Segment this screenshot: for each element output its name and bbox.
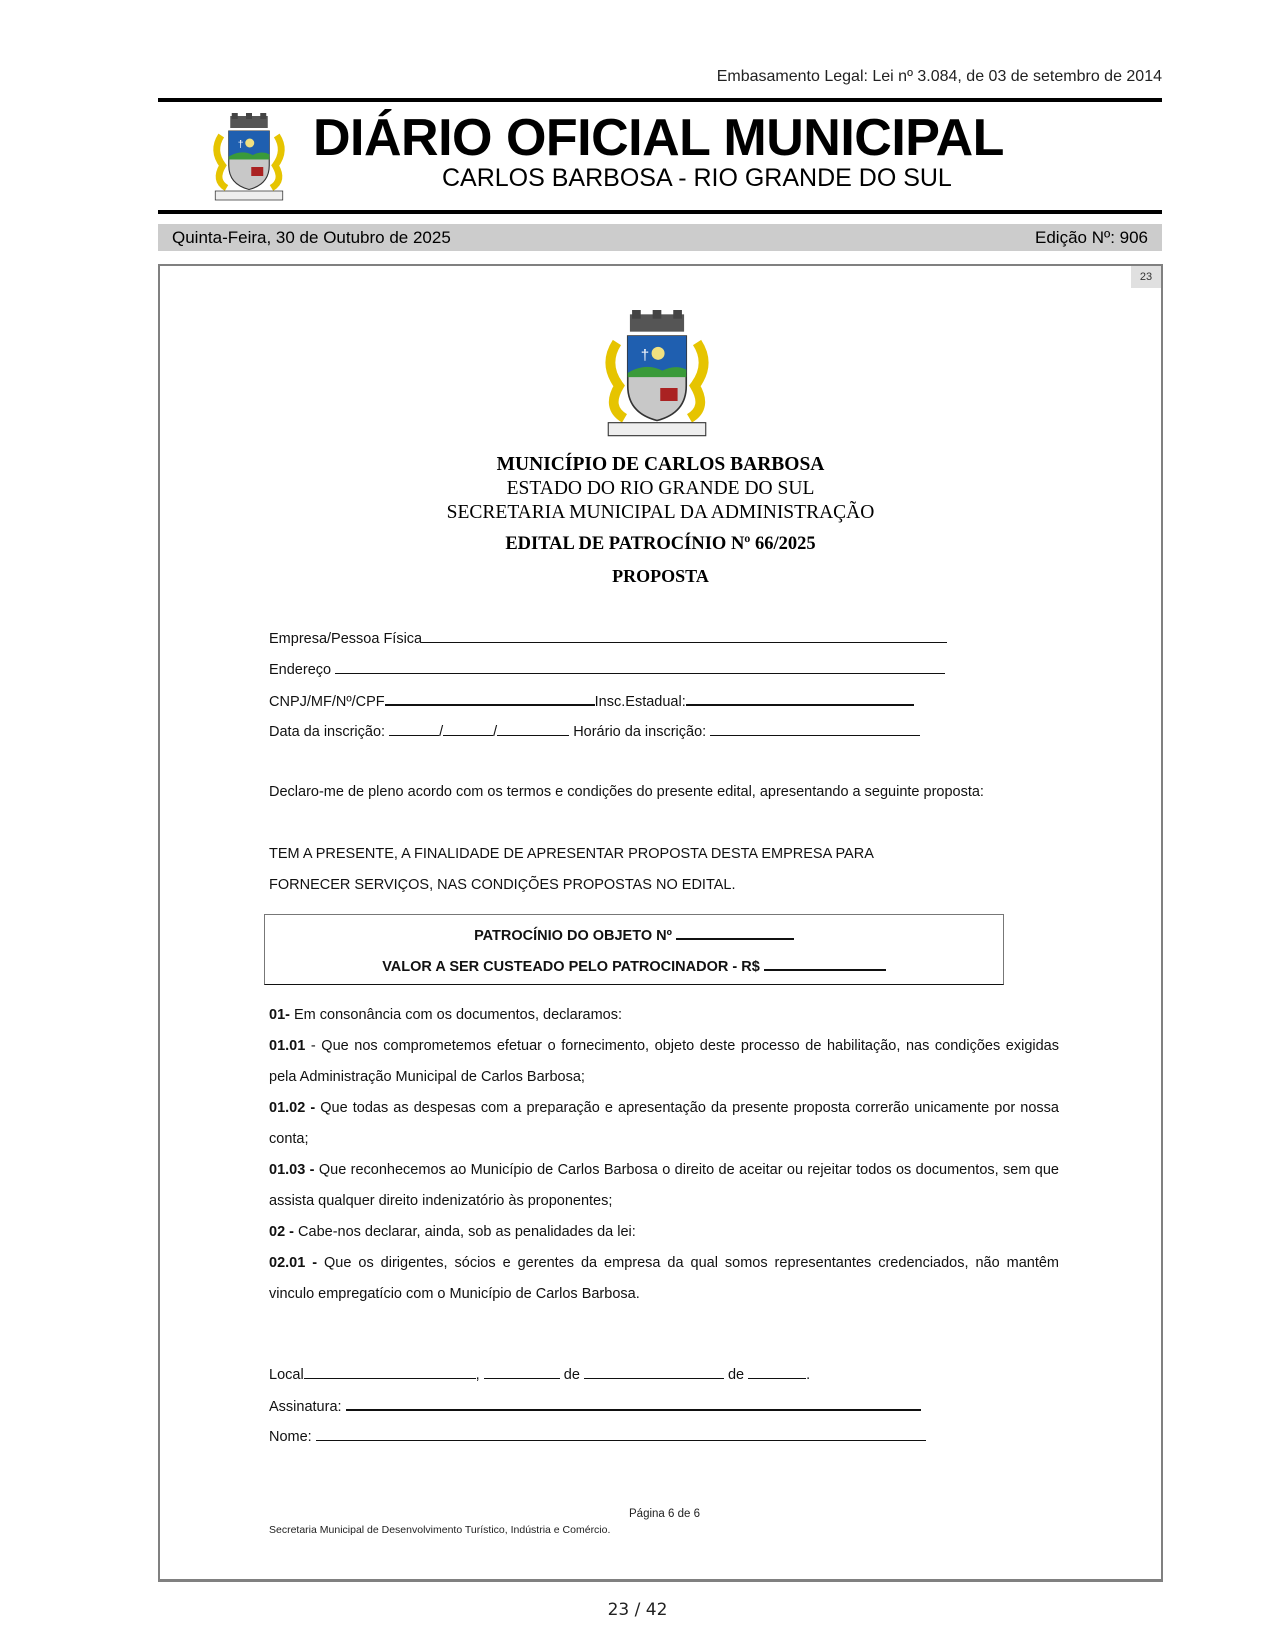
- objeto-line: PATROCÍNIO DO OBJETO Nº: [265, 924, 1003, 944]
- field-endereco: Endereço: [269, 659, 945, 678]
- item-01: 01- Em consonância com os documentos, declaramos:: [269, 1007, 623, 1023]
- edition-number: Edição Nº: 906: [1035, 228, 1148, 247]
- dia-assinatura-blank[interactable]: [484, 1364, 560, 1379]
- field-data-horario: Data da inscrição: / / Horário da inscrição:: [269, 721, 920, 740]
- item-01-03: 01.03 - Que reconhecemos ao Município de Carlos Barbosa o direito de aceitar ou rejeitar todos os documentos, sem que assista qualquer direito indenizatório às proponentes;: [269, 1162, 1059, 1209]
- heading-municipio: MUNICÍPIO DE CARLOS BARBOSA: [496, 454, 825, 475]
- dia-blank[interactable]: [389, 721, 439, 736]
- declaro-text: Declaro-me de pleno acordo com os termos e condições do presente edital, apresentando a seguinte proposta:: [269, 784, 984, 800]
- svg-text:†: †: [237, 138, 244, 151]
- item-02-01: 02.01 - Que os dirigentes, sócios e gerentes da empresa da qual somos representantes credenciados, não mantêm vinculo empregatício com o Município de Carlos Barbosa.: [269, 1255, 1059, 1302]
- page-subtitle: CARLOS BARBOSA - RIO GRANDE DO SUL: [442, 164, 952, 192]
- item-01-02: 01.02 - Que todas as despesas com a preparação e apresentação da presente proposta correrão unicamente por nossa conta;: [269, 1100, 1059, 1147]
- document-page: [158, 264, 1163, 1582]
- endereco-blank[interactable]: [335, 659, 945, 674]
- inner-page-footer: Página 6 de 6: [629, 1508, 700, 1520]
- nome-blank[interactable]: [316, 1426, 926, 1441]
- cnpj-blank[interactable]: [385, 690, 595, 706]
- item-01-01: 01.01 - Que nos comprometemos efetuar o fornecimento, objeto deste processo de habilitação, nas condições exigidas pela Administração Municipal de Carlos Barbosa;: [269, 1038, 1059, 1085]
- field-local-data: Local , de de .: [269, 1364, 810, 1383]
- insc-estadual-blank[interactable]: [686, 690, 914, 706]
- patrocinio-box: [264, 914, 1004, 985]
- field-nome: Nome:: [269, 1426, 926, 1445]
- horario-blank[interactable]: [710, 721, 920, 736]
- field-empresa: Empresa/Pessoa Física: [269, 628, 947, 647]
- heading-estado: ESTADO DO RIO GRANDE DO SUL: [506, 478, 815, 499]
- date-bar: [158, 224, 1162, 251]
- heading-secretaria: SECRETARIA MUNICIPAL DA ADMINISTRAÇÃO: [446, 502, 875, 523]
- header-rule-bottom: [158, 210, 1162, 214]
- field-cnpj: CNPJ/MF/Nº/CPF Insc.Estadual:: [269, 690, 914, 710]
- item-02: 02 - Cabe-nos declarar, ainda, sob as penalidades da lei:: [269, 1224, 636, 1240]
- inner-secretaria-footer: Secretaria Municipal de Desenvolvimento Turístico, Indústria e Comércio.: [269, 1524, 611, 1536]
- coat-of-arms-icon: [597, 310, 717, 440]
- ano-assinatura-blank[interactable]: [748, 1364, 806, 1379]
- ano-blank[interactable]: [497, 721, 569, 736]
- valor-line: VALOR A SER CUSTEADO PELO PATROCINADOR - R$: [265, 955, 1003, 975]
- objeto-blank[interactable]: [676, 924, 794, 940]
- heading-edital: EDITAL DE PATROCÍNIO Nº 66/2025: [505, 534, 816, 554]
- page-number-badge: 23: [1131, 266, 1161, 288]
- finalidade-line-1: TEM A PRESENTE, A FINALIDADE DE APRESENTAR PROPOSTA DESTA EMPRESA PARA: [269, 846, 874, 862]
- legal-basis: Embasamento Legal: Lei nº 3.084, de 03 de setembro de 2014: [716, 68, 1162, 85]
- svg-text:†: †: [640, 346, 650, 364]
- local-blank[interactable]: [304, 1364, 476, 1379]
- assinatura-blank[interactable]: [346, 1395, 921, 1411]
- heading-proposta: PROPOSTA: [612, 566, 709, 586]
- field-assinatura: Assinatura:: [269, 1395, 921, 1415]
- publication-date: Quinta-Feira, 30 de Outubro de 2025: [172, 228, 451, 247]
- page-title: DIÁRIO OFICIAL MUNICIPAL: [313, 109, 1004, 167]
- finalidade-line-2: FORNECER SERVIÇOS, NAS CONDIÇÕES PROPOSTAS NO EDITAL.: [269, 877, 736, 893]
- page-counter: 23 / 42: [607, 1600, 668, 1620]
- empresa-blank[interactable]: [422, 628, 947, 643]
- coat-of-arms-icon: [205, 113, 293, 203]
- header-rule-top: [158, 98, 1162, 102]
- mes-assinatura-blank[interactable]: [584, 1364, 724, 1379]
- mes-blank[interactable]: [443, 721, 493, 736]
- valor-blank[interactable]: [764, 955, 886, 971]
